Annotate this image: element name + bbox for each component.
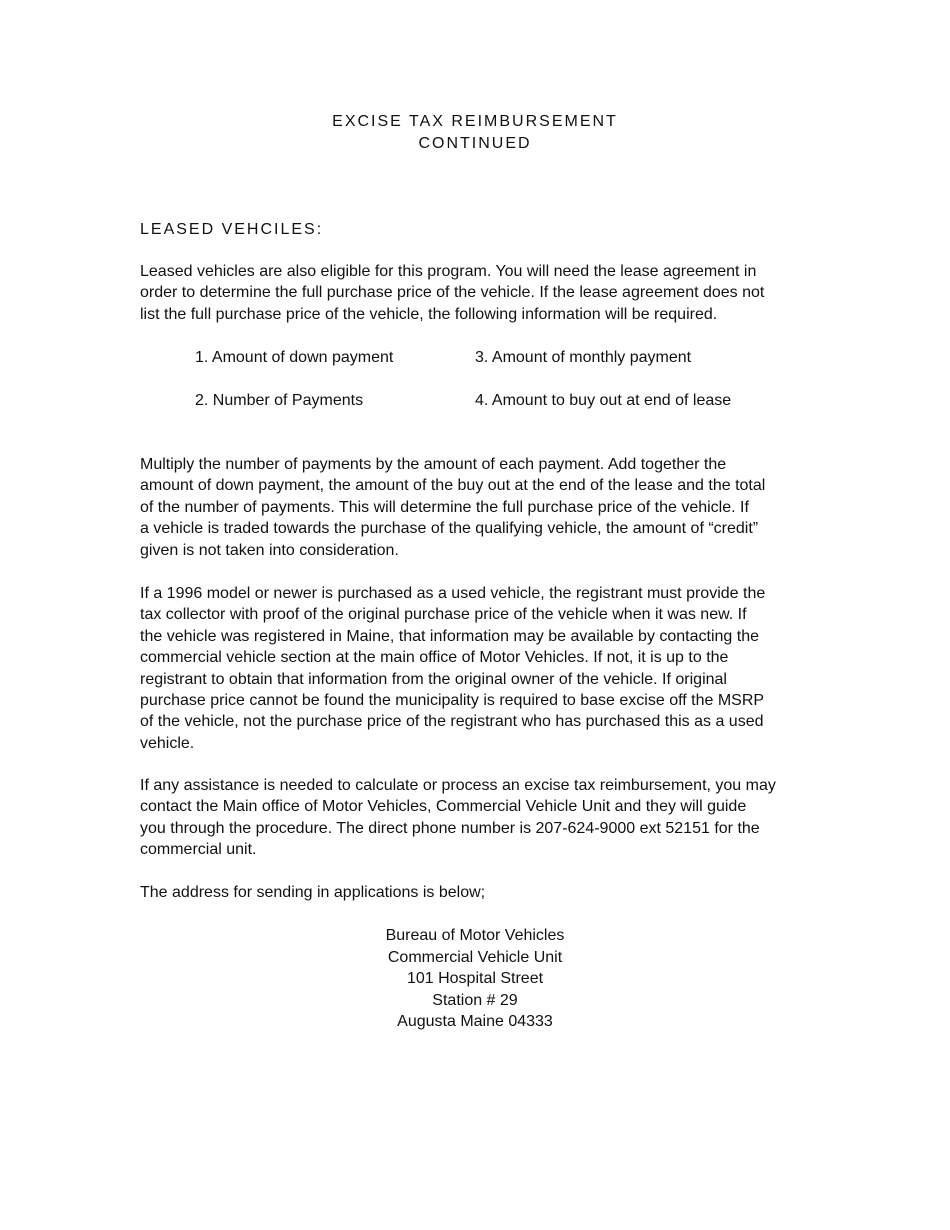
leased-intro-paragraph — [140, 261, 810, 325]
text-line: registrant to obtain that information from the original owner of the vehicle. If original — [140, 670, 727, 688]
text-line: list the full purchase price of the vehicle, the following information will be required. — [140, 305, 718, 323]
address-intro — [140, 882, 810, 903]
text-line: given is not taken into consideration. — [140, 541, 399, 559]
text-line: order to determine the full purchase price of the vehicle. If the lease agreement does not — [140, 284, 765, 302]
text-line: vehicle. — [140, 734, 195, 752]
text-line: tax collector with proof of the original purchase price of the vehicle when it was new. If — [140, 606, 747, 624]
requirement-buy-out: 4. Amount to buy out at end of lease — [475, 392, 732, 409]
text-line: the vehicle was registered in Maine, that information may be available by contacting the — [140, 627, 760, 645]
used-vehicle-paragraph — [140, 583, 810, 754]
requirement-monthly-payment: 3. Amount of monthly payment — [475, 349, 692, 366]
text-line: The address for sending in applications is below; — [140, 884, 486, 901]
requirement-down-payment: 1. Amount of down payment — [195, 349, 394, 366]
text-line: Leased vehicles are also eligible for this program. You will need the lease agreement in — [140, 263, 757, 280]
page-subtitle: CONTINUED — [418, 135, 532, 152]
text-line: of the number of payments. This will determine the full purchase price of the vehicle. If — [140, 498, 749, 516]
text-line: Multiply the number of payments by the amount of each payment. Add together the — [140, 456, 727, 473]
address-line: 101 Hospital Street — [406, 970, 544, 988]
text-line: a vehicle is traded towards the purchase of the qualifying vehicle, the amount of “credit” — [140, 520, 759, 538]
address-line: Commercial Vehicle Unit — [387, 948, 563, 966]
text-line: amount of down payment, the amount of the buy out at the end of the lease and the total — [140, 477, 766, 495]
text-line: of the vehicle, not the purchase price of the registrant who has purchased this as a used — [140, 713, 764, 731]
address-line: Bureau of Motor Vehicles — [385, 927, 565, 944]
text-line: you through the procedure. The direct phone number is 207-624-9000 ext 52151 for the — [140, 819, 760, 837]
text-line: If any assistance is needed to calculate or process an excise tax reimbursement, you may — [140, 777, 776, 794]
text-line: If a 1996 model or newer is purchased as a used vehicle, the registrant must provide the — [140, 585, 766, 602]
calculation-paragraph — [140, 454, 810, 561]
page-title: EXCISE TAX REIMBURSEMENT — [332, 113, 618, 130]
leased-vehicles-heading: LEASED VEHCILES: — [140, 221, 324, 238]
text-line: contact the Main office of Motor Vehicles, Commercial Vehicle Unit and they will guide — [140, 798, 747, 816]
text-line: purchase price cannot be found the municipality is required to base excise off the MSRP — [140, 692, 765, 710]
address-line: Station # 29 — [432, 991, 518, 1009]
mailing-address — [0, 925, 950, 1033]
requirement-number-of-payments: 2. Number of Payments — [195, 392, 364, 409]
address-line: Augusta Maine 04333 — [397, 1013, 553, 1031]
assistance-paragraph — [140, 775, 810, 861]
text-line: commercial unit. — [140, 841, 257, 859]
text-line: commercial vehicle section at the main office of Motor Vehicles. If not, it is up to the — [140, 649, 729, 667]
